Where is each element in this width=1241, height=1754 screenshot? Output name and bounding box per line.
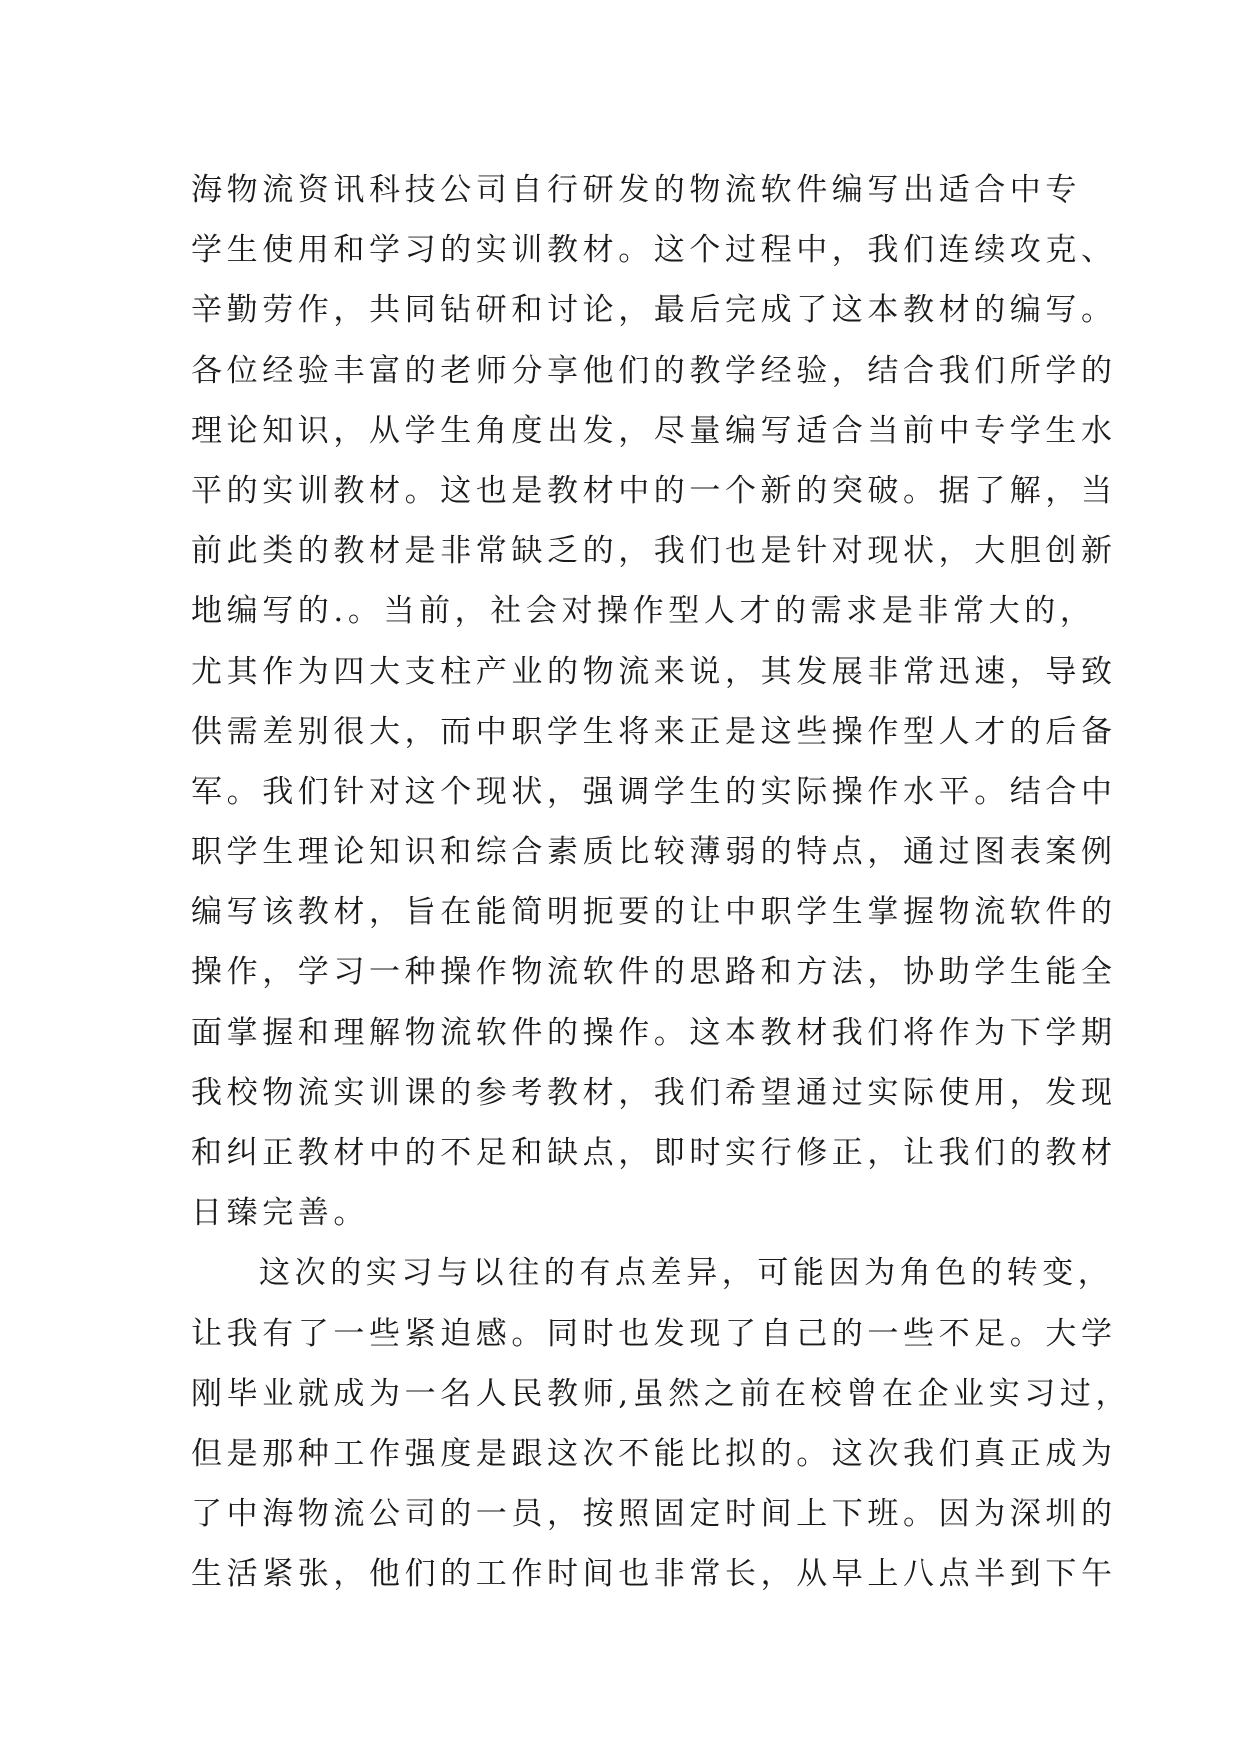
text-line: 了中海物流公司的一员，按照固定时间上下班。因为深圳的 [191,1496,1117,1533]
text-line: 和纠正教材中的不足和缺点，即时实行修正，让我们的教材 [191,1135,1117,1171]
text-line: 面掌握和理解物流软件的操作。这本教材我们将作为下学期 [191,1014,1117,1051]
text-line: 平的实训教材。这也是教材中的一个新的突破。据了解，当 [191,472,1117,509]
text-line: 学生使用和学习的实训教材。这个过程中，我们连续攻克、 [191,232,1117,269]
text-line: 海物流资讯科技公司自行研发的物流软件编写出适合中专 [191,172,1081,208]
text-line: 辛勤劳作，共同钻研和讨论，最后完成了这本教材的编写。 [191,292,1117,329]
text-line: 供需差别很大，而中职学生将来正是这些操作型人才的后备 [191,713,1117,750]
text-line: 操作，学习一种操作物流软件的思路和方法，协助学生能全 [191,954,1117,991]
text-line: 但是那种工作强度是跟这次不能比拟的。这次我们真正成为 [191,1435,1117,1472]
text-line: 生活紧张，他们的工作时间也非常长，从早上八点半到下午 [191,1556,1117,1593]
text-line: 编写该教材，旨在能简明扼要的让中职学生掌握物流软件的 [191,894,1117,931]
text-line: 刚毕业就成为一名人民教师,虽然之前在校曾在企业实习过， [191,1375,1132,1412]
text-line: 日臻完善。 [191,1195,369,1232]
text-line: 尤其作为四大支柱产业的物流来说，其发展非常迅速，导致 [191,653,1117,690]
text-line: 我校物流实训课的参考教材，我们希望通过实际使用，发现 [191,1074,1117,1111]
text-line: 让我有了一些紧迫感。同时也发现了自己的一些不足。大学 [191,1315,1117,1352]
paragraph-start-line: 这次的实习与以往的有点差异，可能因为角色的转变， [259,1255,1114,1292]
text-line: 各位经验丰富的老师分享他们的教学经验，结合我们所学的 [191,352,1117,389]
text-line: 理论知识，从学生角度出发，尽量编写适合当前中专学生水 [191,412,1117,449]
body-text [191,160,1132,1605]
text-line: 前此类的教材是非常缺乏的，我们也是针对现状，大胆创新 [191,533,1117,570]
text-line: 地编写的.。当前，社会对操作型人才的需求是非常大的， [191,593,1096,630]
text-line: 军。我们针对这个现状，强调学生的实际操作水平。结合中 [191,773,1117,810]
text-line: 职学生理论知识和综合素质比较薄弱的特点，通过图表案例 [191,834,1117,871]
